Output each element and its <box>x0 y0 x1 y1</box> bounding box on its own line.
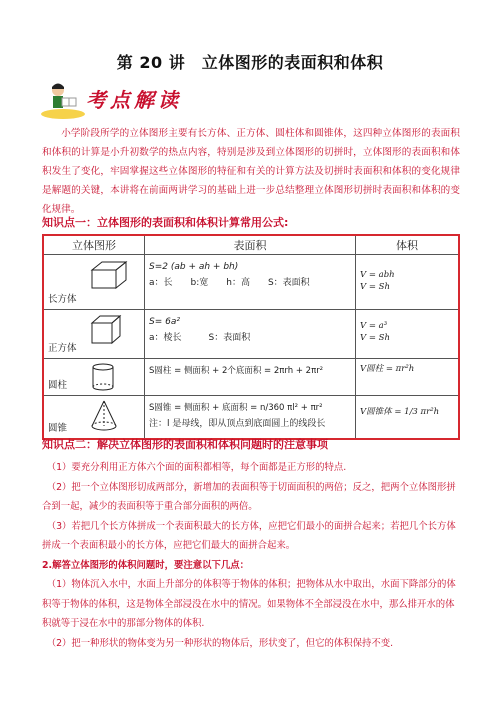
table-row <box>43 359 459 396</box>
table-header-row <box>43 235 459 255</box>
volume-formula: V圆锥体 = 1/3 πr²h <box>360 407 440 417</box>
reading-person-icon <box>38 80 88 120</box>
area-legend: 注：l 是母线，即从顶点到底面圆上的线段长 <box>149 419 326 429</box>
area-legend: a：长 b:宽 h：高 S：表面积 <box>149 278 310 288</box>
volume-formula: V = abh <box>360 270 395 280</box>
note-item: （2）把一种形状的物体变为另一种形状的物体后，形状变了，但它的体积保持不变. <box>46 637 394 649</box>
area-formula: S=2 (ab + ah + bh) <box>149 262 239 272</box>
table-row <box>43 255 459 310</box>
table-row <box>43 396 459 440</box>
knowledge-point-2-heading: 知识点二：解决立体图形的表面积和体积问题时的注意事项 <box>42 438 328 451</box>
cube-icon <box>88 313 124 347</box>
header-volume: 体积 <box>356 235 460 255</box>
page-title: 第 20 讲 立体图形的表面积和体积 <box>116 53 384 72</box>
volume-formula: V圆柱 = πr²h <box>360 364 415 374</box>
note-item: （1）要充分利用正方体六个面的面积都相等，每个面都是正方形的特点. <box>46 462 347 473</box>
notes-section <box>42 458 462 653</box>
note-item: （3）若把几个长方体拼成一个表面积最大的长方体，应把它们最小的面拼合起来；若把几个长方体拼成一个表面积最小的长方体，应把它们最大的面拼合起来。 <box>42 520 456 551</box>
knowledge-point-1-heading: 知识点一：立体图形的表面积和体积计算常用公式: <box>42 216 289 229</box>
volume-formula-alt: V = Sh <box>360 282 390 292</box>
shape-name: 圆柱 <box>48 380 68 391</box>
area-formula: S圆锥 = 侧面积 + 底面积 = n/360 πl² + πr² <box>149 403 323 413</box>
area-legend: a：棱长 S：表面积 <box>149 333 251 343</box>
shape-name: 圆锥 <box>48 423 68 434</box>
note-item: （1）物体沉入水中，水面上升部分的体积等于物体的体积；把物体从水中取出，水面下降部分的体积等于物体的体积，这是物体全部浸没在水中的情况。如果物体不全部浸没在水中，那么排开水的体积就等于浸在水中的那部分物体的体积. <box>42 579 456 629</box>
header-area: 表面积 <box>145 235 356 255</box>
banner-title: 考点解读 <box>86 88 182 112</box>
volume-formula: V = a³ <box>360 321 388 331</box>
cuboid-icon <box>88 258 130 290</box>
volume-formula-alt: V = Sh <box>360 333 390 343</box>
table-row <box>43 310 459 359</box>
sub-heading: 2.解答立体图形的体积问题时，要注意以下几点： <box>42 559 249 571</box>
cone-icon <box>88 399 120 433</box>
note-item: （2）把一个立体图形切成两部分，新增加的表面积等于切面面积的两倍；反之，把两个立体图形拼合到一起，减少的表面积等于重合部分面积的两倍。 <box>42 481 456 512</box>
shape-name: 正方体 <box>48 343 77 354</box>
area-formula: S圆柱 = 侧面积 + 2个底面积 = 2πrh + 2πr² <box>149 366 324 376</box>
cylinder-icon <box>88 362 118 392</box>
shape-name: 长方体 <box>48 294 77 305</box>
formula-table <box>42 234 460 440</box>
area-formula: S= 6a² <box>149 317 180 327</box>
section-banner <box>38 80 208 120</box>
header-shape: 立体图形 <box>43 235 145 255</box>
intro-paragraph: 小学阶段所学的立体图形主要有长方体、正方体、圆柱体和圆锥体，这四种立体图形的表面积和体积的计算是小升初数学的热点内容，特别是涉及到立体图形的切拼时，立体图形的表面积和体积发生了变化，牢固掌握这些立体图形的特征和有关的计算方法及切拼时表面积和体积的变化规律是解题的关键，本讲将在前面两讲学习的基础上进一步总结整理立体图形切拼时表面积和体积的变化规律。 <box>42 128 460 215</box>
